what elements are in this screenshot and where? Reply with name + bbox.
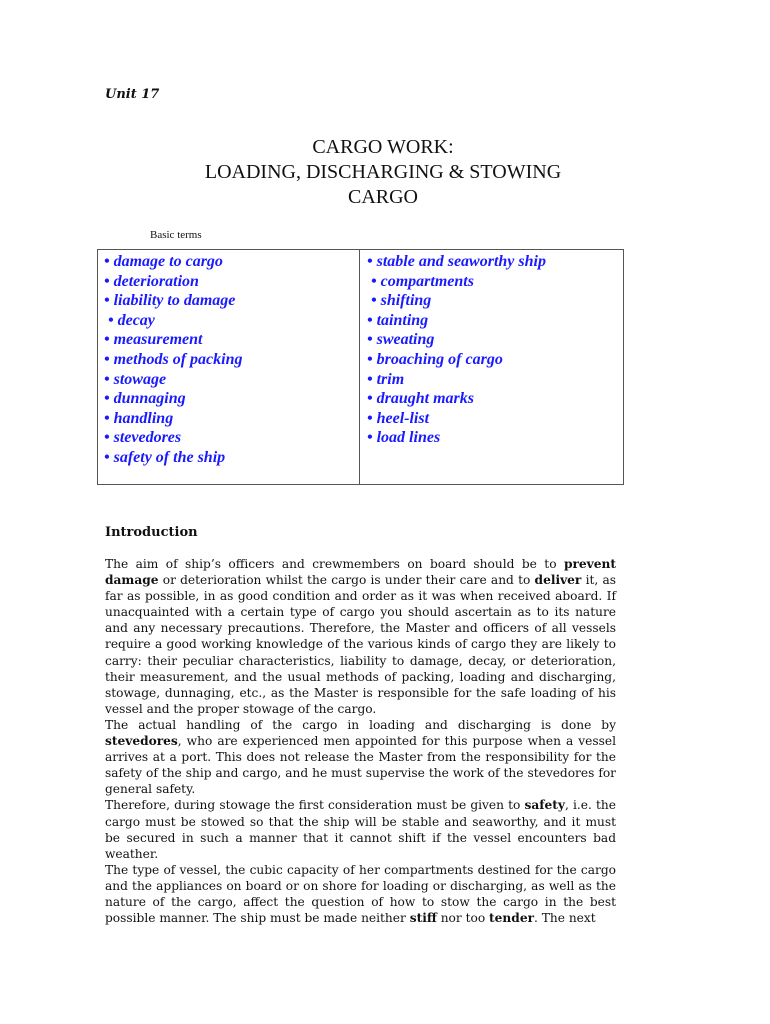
term-item: • liability to damage (104, 292, 236, 310)
term-item: • draught marks (367, 390, 474, 408)
basic-terms-label: Basic terms (150, 229, 202, 241)
bold-term: prevent damage (105, 557, 616, 588)
title-line: CARGO WORK: (312, 136, 454, 158)
text-run: The type of vessel, the cubic capacity of her compartments destined for the cargo and the appliances on board or on shore for loading or discharging, as well as the nature of the cargo, affect the question of how to stow the cargo in the best possible manner. The ship must be made neither (105, 862, 616, 926)
text-run: or deterioration whilst the cargo is under their care and to (158, 573, 535, 588)
text-run: nor too (436, 911, 490, 926)
term-item: • tainting (367, 311, 429, 329)
text-run: Therefore, during stowage the first consideration must be given to (105, 798, 525, 813)
body-text (105, 556, 616, 926)
term-item: • stevedores (104, 429, 182, 447)
unit-label: Unit 17 (105, 87, 160, 102)
term-item: • decay (108, 311, 155, 329)
text-run: , i.e. the cargo must be stowed so that the ship will be stable and seaworthy, and it must be secured in such a manner that it cannot shift if the vessel encounters bad weather. (105, 798, 616, 861)
term-item: • deterioration (104, 272, 199, 290)
term-item: • trim (367, 370, 405, 388)
term-item: • broaching of cargo (367, 350, 503, 368)
bold-term: safety (524, 798, 565, 813)
term-item: • safety of the ship (104, 448, 226, 466)
text-run: The actual handling of the cargo in loading and discharging is done by (105, 717, 616, 732)
page-title (100, 135, 666, 210)
terms-column-left (98, 250, 360, 484)
term-item: • dunnaging (104, 390, 186, 408)
term-item: • load lines (367, 429, 441, 447)
bold-term: tender (489, 911, 534, 926)
term-item: • methods of packing (104, 350, 243, 368)
term-item: • measurement (104, 331, 203, 349)
paragraph (105, 862, 616, 926)
paragraph (105, 717, 616, 797)
section-heading: Introduction (105, 525, 198, 540)
title-line: LOADING, DISCHARGING & STOWING (204, 161, 562, 183)
title-line: CARGO (347, 186, 418, 208)
bold-term: deliver (534, 573, 582, 588)
term-item: • compartments (371, 272, 474, 290)
paragraph (105, 797, 616, 861)
term-item: • heel-list (367, 409, 430, 427)
term-item: • shifting (371, 292, 432, 310)
text-run: The aim of ship’s officers and crewmembers on board should be to (105, 557, 564, 571)
basic-terms-table (97, 249, 624, 485)
term-item: • sweating (367, 331, 435, 349)
term-item: • handling (104, 409, 174, 427)
term-item: • damage to cargo (104, 253, 223, 270)
bold-term: stiff (409, 911, 437, 926)
text-run: it, as far as possible, in as good condition and order as it was when received aboard. If unacquainted with a certain type of cargo you should ascertain as to its nature and any necessary precautions. Therefore, the Master and officers of all vessels require a good working knowledge of the various kinds of cargo they are likely to carry: their peculiar characteristics, liability to damage, decay, or deterioration, their measurement, and the usual methods of packing, loading and discharging, stowage, dunnaging, etc., as the Master is responsible for the safe loading of his vessel and the proper stowage of the cargo. (105, 573, 616, 716)
text-run: . The next (534, 911, 596, 926)
bold-term: stevedores (105, 734, 178, 749)
text-run: , who are experienced men appointed for this purpose when a vessel arrives at a port. This does not release the Master from the responsibility for the safety of the ship and cargo, and he must supervise the work of the stevedores for general safety. (105, 734, 616, 797)
term-item: • stowage (104, 370, 167, 388)
paragraph (105, 556, 616, 717)
terms-column-right (360, 250, 623, 484)
term-item: • stable and seaworthy ship (367, 253, 546, 270)
